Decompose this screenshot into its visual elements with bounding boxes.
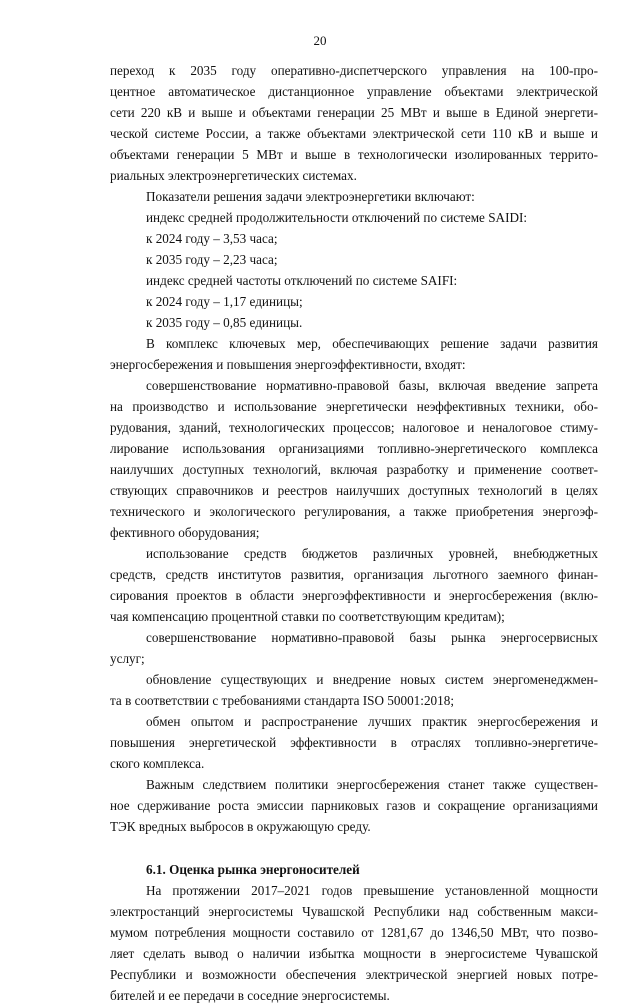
text-line: технического и экологического регулирования, а также приобретения энергоэф- <box>110 504 598 519</box>
paragraph <box>110 60 598 186</box>
paragraph <box>110 627 598 669</box>
text-line: фективного оборудования; <box>110 525 260 540</box>
paragraph <box>110 669 598 711</box>
paragraph <box>110 312 598 333</box>
text-line: совершенствование нормативно-правовой базы рынка энергосервисных <box>146 630 598 645</box>
text-line: индекс средней продолжительности отключений по системе SAIDI: <box>146 210 528 225</box>
text-line: ТЭК вредных выбросов в окружающую среду. <box>110 819 371 834</box>
text-line: В комплекс ключевых мер, обеспечивающих решение задачи развития <box>146 336 598 351</box>
text-line: на производство и использование энергетически неэффективных техники, обо- <box>110 399 598 414</box>
paragraph <box>110 270 598 291</box>
section-heading: 6.1. Оценка рынка энергоносителей <box>146 862 360 877</box>
text-line: ческой системе России, а также объектами электрической сети 110 кВ и выше и <box>110 126 598 141</box>
text-line: средств, средств институтов развития, организация льготного заемного финан- <box>110 567 598 582</box>
text-line: к 2024 году – 1,17 единицы; <box>146 294 303 309</box>
text-line: Важным следствием политики энергосбережения станет также существен- <box>146 777 598 792</box>
text-line: энергосбережения и повышения энергоэффективности, входят: <box>110 357 466 372</box>
paragraph <box>110 291 598 312</box>
text-line: обновление существующих и внедрение новых систем энергоменеджмен- <box>146 672 598 687</box>
text-line: обмен опытом и распространение лучших практик энергосбережения и <box>146 714 598 729</box>
paragraph <box>110 186 598 207</box>
text-line: Показатели решения задачи электроэнергетики включают: <box>146 189 475 204</box>
text-line: переход к 2035 году оперативно-диспетчерского управления на 100-про- <box>110 63 598 78</box>
text-line: к 2035 году – 0,85 единицы. <box>146 315 303 330</box>
text-line: использование средств бюджетов различных уровней, внебюджетных <box>146 546 598 561</box>
text-line: индекс средней частоты отключений по системе SAIFI: <box>146 273 458 288</box>
paragraph <box>110 207 598 228</box>
text-line: к 2024 году – 3,53 часа; <box>146 231 278 246</box>
text-line: На протяжении 2017–2021 годов превышение установленной мощности <box>146 883 598 898</box>
text-line: ляет сделать вывод о наличии избытка мощности в энергосистеме Чувашской <box>110 946 598 961</box>
text-line: наилучших доступных технологий, включая разработку и применение соответ- <box>110 462 598 477</box>
text-line: лирование использования организациями топливно-энергетического комплекса <box>110 441 598 456</box>
paragraph <box>110 228 598 249</box>
paragraph <box>110 333 598 375</box>
text-line: рудования, зданий, технологических процессов; налоговое и неналоговое стиму- <box>110 420 598 435</box>
paragraph <box>110 375 598 543</box>
paragraph <box>110 543 598 627</box>
paragraph <box>110 880 598 1006</box>
body-text <box>110 60 598 1006</box>
section-spacer <box>110 837 598 859</box>
text-line: чая компенсацию процентной ставки по соответствующим кредитам); <box>110 609 505 624</box>
paragraph <box>110 249 598 270</box>
paragraph <box>110 774 598 837</box>
text-line: ное сдерживание роста эмиссии парниковых газов и сокращение организациями <box>110 798 598 813</box>
text-line: Республики и возможности обеспечения электрической энергией новых потре- <box>110 967 598 982</box>
text-line: центное автоматическое дистанционное управление объектами электрической <box>110 84 598 99</box>
text-line: сети 220 кВ и выше и объектами генерации 25 МВт и выше в Единой энергети- <box>110 105 598 120</box>
paragraph <box>110 711 598 774</box>
page-number: 20 <box>313 33 327 48</box>
text-line: та в соответствии с требованиями стандарта ISO 50001:2018; <box>110 693 454 708</box>
text-line: ствующих справочников и реестров наилучших доступных технологий в целях <box>110 483 598 498</box>
text-line: ского комплекса. <box>110 756 205 771</box>
text-line: к 2035 году – 2,23 часа; <box>146 252 278 267</box>
text-line: бителей и ее передачи в соседние энергосистемы. <box>110 988 390 1003</box>
text-line: сирования проектов в области энергоэффективности и энергосбережения (вклю- <box>110 588 598 603</box>
text-line: мумом потребления мощности составило от 1281,67 до 1346,50 МВт, что позво- <box>110 925 598 940</box>
text-line: электростанций энергосистемы Чувашской Республики над собственным макси- <box>110 904 598 919</box>
text-line: объектами генерации 5 МВт и выше в технологически изолированных террито- <box>110 147 598 162</box>
text-line: услуг; <box>110 651 145 666</box>
text-line: повышения энергетической эффективности в отраслях топливно-энергетиче- <box>110 735 598 750</box>
text-line: совершенствование нормативно-правовой базы, включая введение запрета <box>146 378 598 393</box>
text-line: риальных электроэнергетических системах. <box>110 168 357 183</box>
